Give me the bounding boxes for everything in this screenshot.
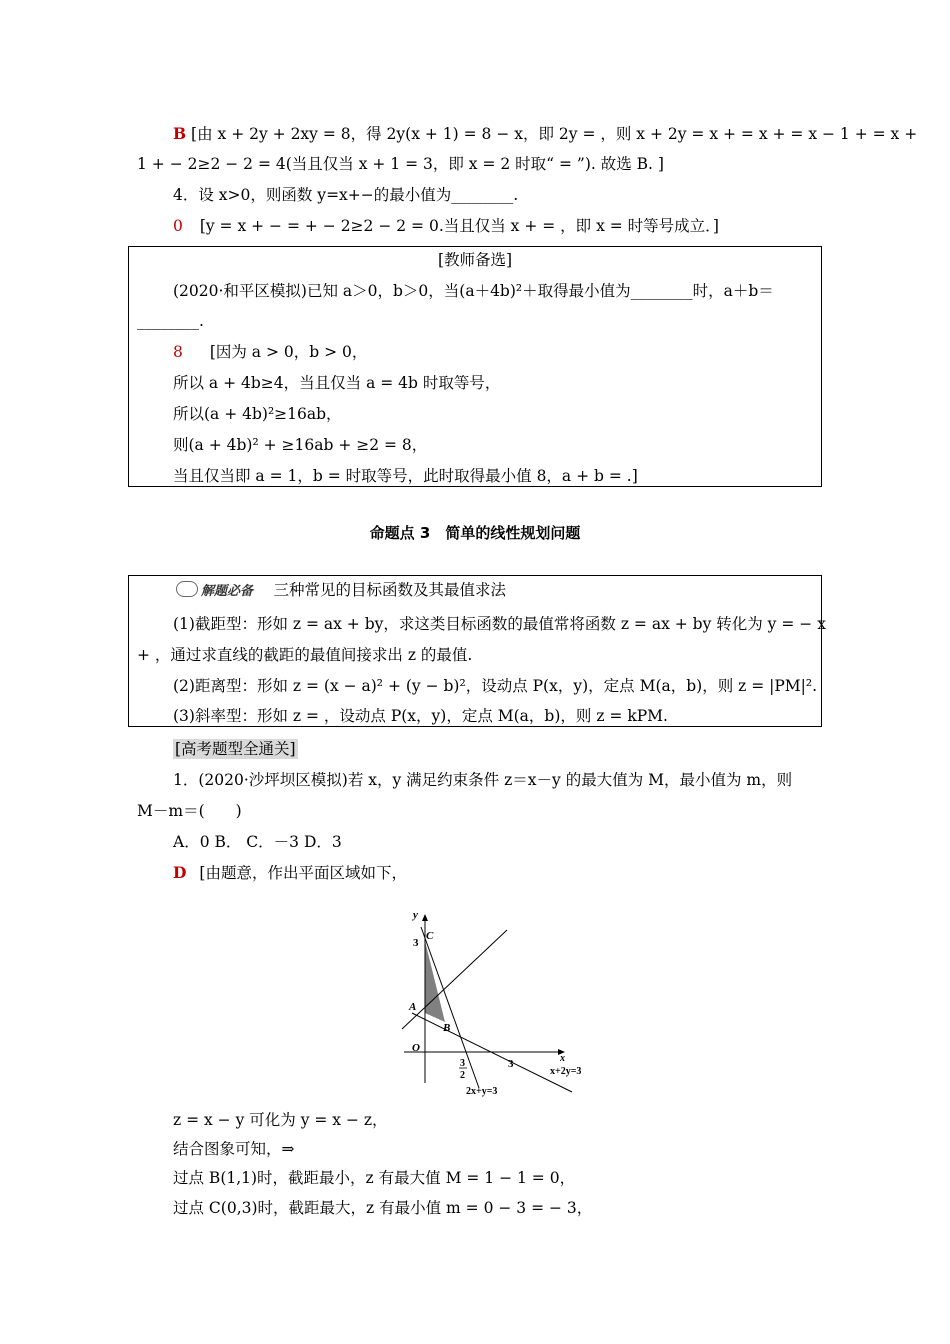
feasible-region-figure bbox=[390, 905, 605, 1100]
q1-options: A．0 B． C．－3 D．3 bbox=[173, 833, 342, 851]
teacher-stem2: ________. bbox=[137, 312, 204, 330]
teacher-s1: [因为 a > 0，b > 0， bbox=[209, 343, 368, 361]
teacher-stem1: (2020·和平区模拟)已知 a＞0，b＞0，当(a＋4b)²＋取得最小值为________时，a＋b＝ bbox=[173, 282, 774, 300]
y-arrow-icon bbox=[422, 914, 428, 921]
teacher-s1-line bbox=[173, 342, 367, 362]
q4-stem: 4．设 x>0，则函数 y=x+−的最小值为________. bbox=[173, 186, 519, 204]
method-p2: (2)距离型：形如 z = (x − a)² + (y − b)²，设动点 P(x，y)，定点 M(a，b)，则 z = |PM|². bbox=[173, 677, 818, 695]
teacher-header: [教师备选] bbox=[437, 251, 513, 269]
q1-l1: z = x − y 可化为 y = x − z， bbox=[173, 1111, 388, 1129]
teacher-s2: 所以 a + 4b≥4，当且仅当 a = 4b 时取等号， bbox=[173, 374, 501, 392]
q1-l3: 过点 B(1,1)时，截距最小，z 有最大值 M = 1 − 1 = 0， bbox=[173, 1169, 576, 1187]
origin-label: O bbox=[412, 1042, 420, 1054]
method-logo: 解题必备 bbox=[176, 584, 258, 599]
y-axis-label: y bbox=[413, 909, 418, 921]
point-b-label: B bbox=[443, 1022, 451, 1034]
line1-label: x+2y=3 bbox=[550, 1066, 582, 1077]
teacher-s3: 所以(a + 4b)²≥16ab， bbox=[173, 405, 342, 423]
q4-solution bbox=[173, 216, 719, 236]
tick-x-3: 3 bbox=[508, 1058, 514, 1070]
tick-y-3: 3 bbox=[413, 937, 419, 949]
q1-l4: 过点 C(0,3)时，截距最大，z 有最小值 m = 0 − 3 = − 3， bbox=[173, 1199, 593, 1217]
q1-stem2: M－m＝( ) bbox=[137, 802, 242, 820]
x-axis-label: x bbox=[560, 1053, 565, 1064]
q3-sol2: 1 + − 2≥2 − 2 = 4(当且仅当 x + 1 = 3，即 x = 2 时取“ = ”). 故选 B. ] bbox=[137, 155, 664, 173]
q4-sol: [y = x + − = + − 2≥2 − 2 = 0.当且仅当 x + = ，即 x = 时等号成立．] bbox=[199, 217, 719, 235]
line2-label: 2x+y=3 bbox=[466, 1086, 498, 1097]
method-p3: (3)斜率型：形如 z = ，设动点 P(x，y)，定点 M(a，b)，则 z = kPM. bbox=[173, 707, 668, 725]
q1-solution-intro bbox=[173, 863, 407, 883]
q1-answer: D bbox=[173, 863, 187, 882]
method-p1b: + ，通过求直线的截距的最值间接求出 z 的最值. bbox=[137, 646, 473, 664]
q3-solution-line1 bbox=[173, 124, 917, 144]
tick-frac-num: 3 bbox=[460, 1058, 465, 1069]
lightbulb-icon bbox=[176, 581, 198, 597]
point-a-label: A bbox=[409, 1001, 417, 1013]
q3-answer: B bbox=[173, 124, 187, 143]
tick-frac-den: 2 bbox=[460, 1070, 465, 1081]
point-c-label: C bbox=[426, 930, 434, 942]
q1-intro: [由题意，作出平面区域如下， bbox=[199, 864, 407, 882]
q4-answer: 0 bbox=[173, 217, 183, 235]
section-title: 命题点 3 简单的线性规划问题 bbox=[369, 524, 581, 542]
q1-stem1: 1．(2020·沙坪坝区模拟)若 x，y 满足约束条件 z＝x－y 的最大值为 M，最小值为 m，则 bbox=[173, 771, 793, 789]
q3-sol1: [由 x + 2y + 2xy = 8，得 2y(x + 1) = 8 − x，即 2y = ，则 x + 2y = x + = x + = x − 1 + = x + bbox=[191, 125, 918, 143]
teacher-s5: 当且仅当即 a = 1，b = 时取等号，此时取得最小值 8，a + b = .] bbox=[173, 467, 638, 485]
q1-l2: 结合图象可知，⇒ bbox=[173, 1140, 295, 1158]
feasible-region bbox=[425, 941, 445, 1022]
method-header bbox=[176, 580, 506, 602]
teacher-s4: 则(a + 4b)² + ≥16ab + ≥2 = 8， bbox=[173, 436, 428, 454]
exam-tag: [高考题型全通关] bbox=[175, 740, 296, 758]
teacher-answer: 8 bbox=[173, 343, 183, 361]
method-heading: 三种常见的目标函数及其最值求法 bbox=[273, 581, 507, 599]
method-p1a: (1)截距型：形如 z = ax + by，求这类目标函数的最值常将函数 z = ax + by 转化为 y = − x bbox=[173, 615, 826, 633]
